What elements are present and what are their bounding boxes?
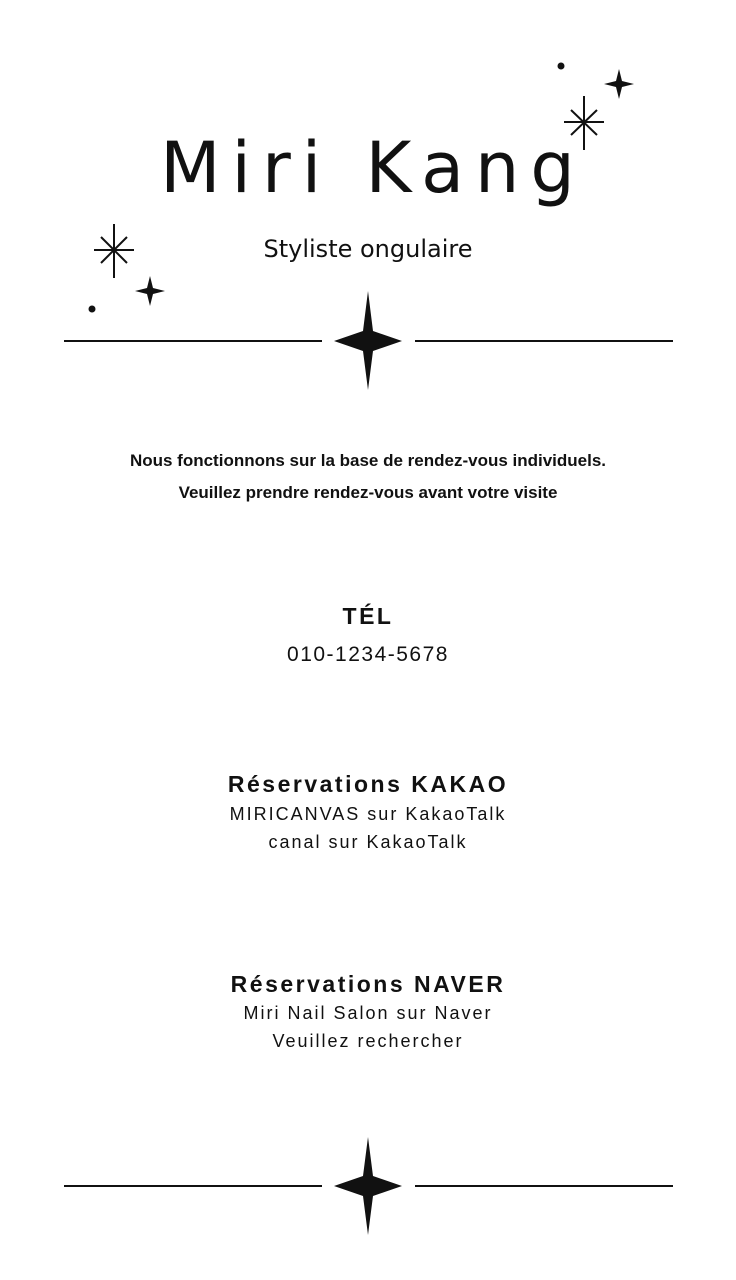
compass-star-icon <box>334 1137 402 1235</box>
naver-heading: Réservations NAVER <box>230 971 506 997</box>
subtitle: Styliste ongulaire <box>263 235 473 263</box>
notice-line: Veuillez prendre rendez-vous avant votre visite <box>178 483 558 502</box>
naver-detail: Miri Nail Salon sur Naver <box>243 1003 493 1023</box>
sparkle-star-icon <box>604 69 634 99</box>
naver-detail: Veuillez rechercher <box>272 1031 464 1051</box>
dot-icon <box>89 306 96 313</box>
sparkle-star-icon <box>135 276 165 306</box>
divider-line-right <box>415 340 673 342</box>
kakao-detail: MIRICANVAS sur KakaoTalk <box>229 804 507 824</box>
page-title: Miri Kang <box>160 127 586 209</box>
notice-line: Nous fonctionnons sur la base de rendez-vous individuels. <box>129 451 607 470</box>
tel-heading: TÉL <box>342 603 394 629</box>
kakao-heading: Réservations KAKAO <box>227 771 509 797</box>
dot-icon <box>558 63 565 70</box>
divider-line-right <box>415 1185 673 1187</box>
divider-line-left <box>64 340 322 342</box>
divider-line-left <box>64 1185 322 1187</box>
kakao-detail: canal sur KakaoTalk <box>268 832 468 852</box>
tel-number: 010-1234-5678 <box>287 643 449 666</box>
